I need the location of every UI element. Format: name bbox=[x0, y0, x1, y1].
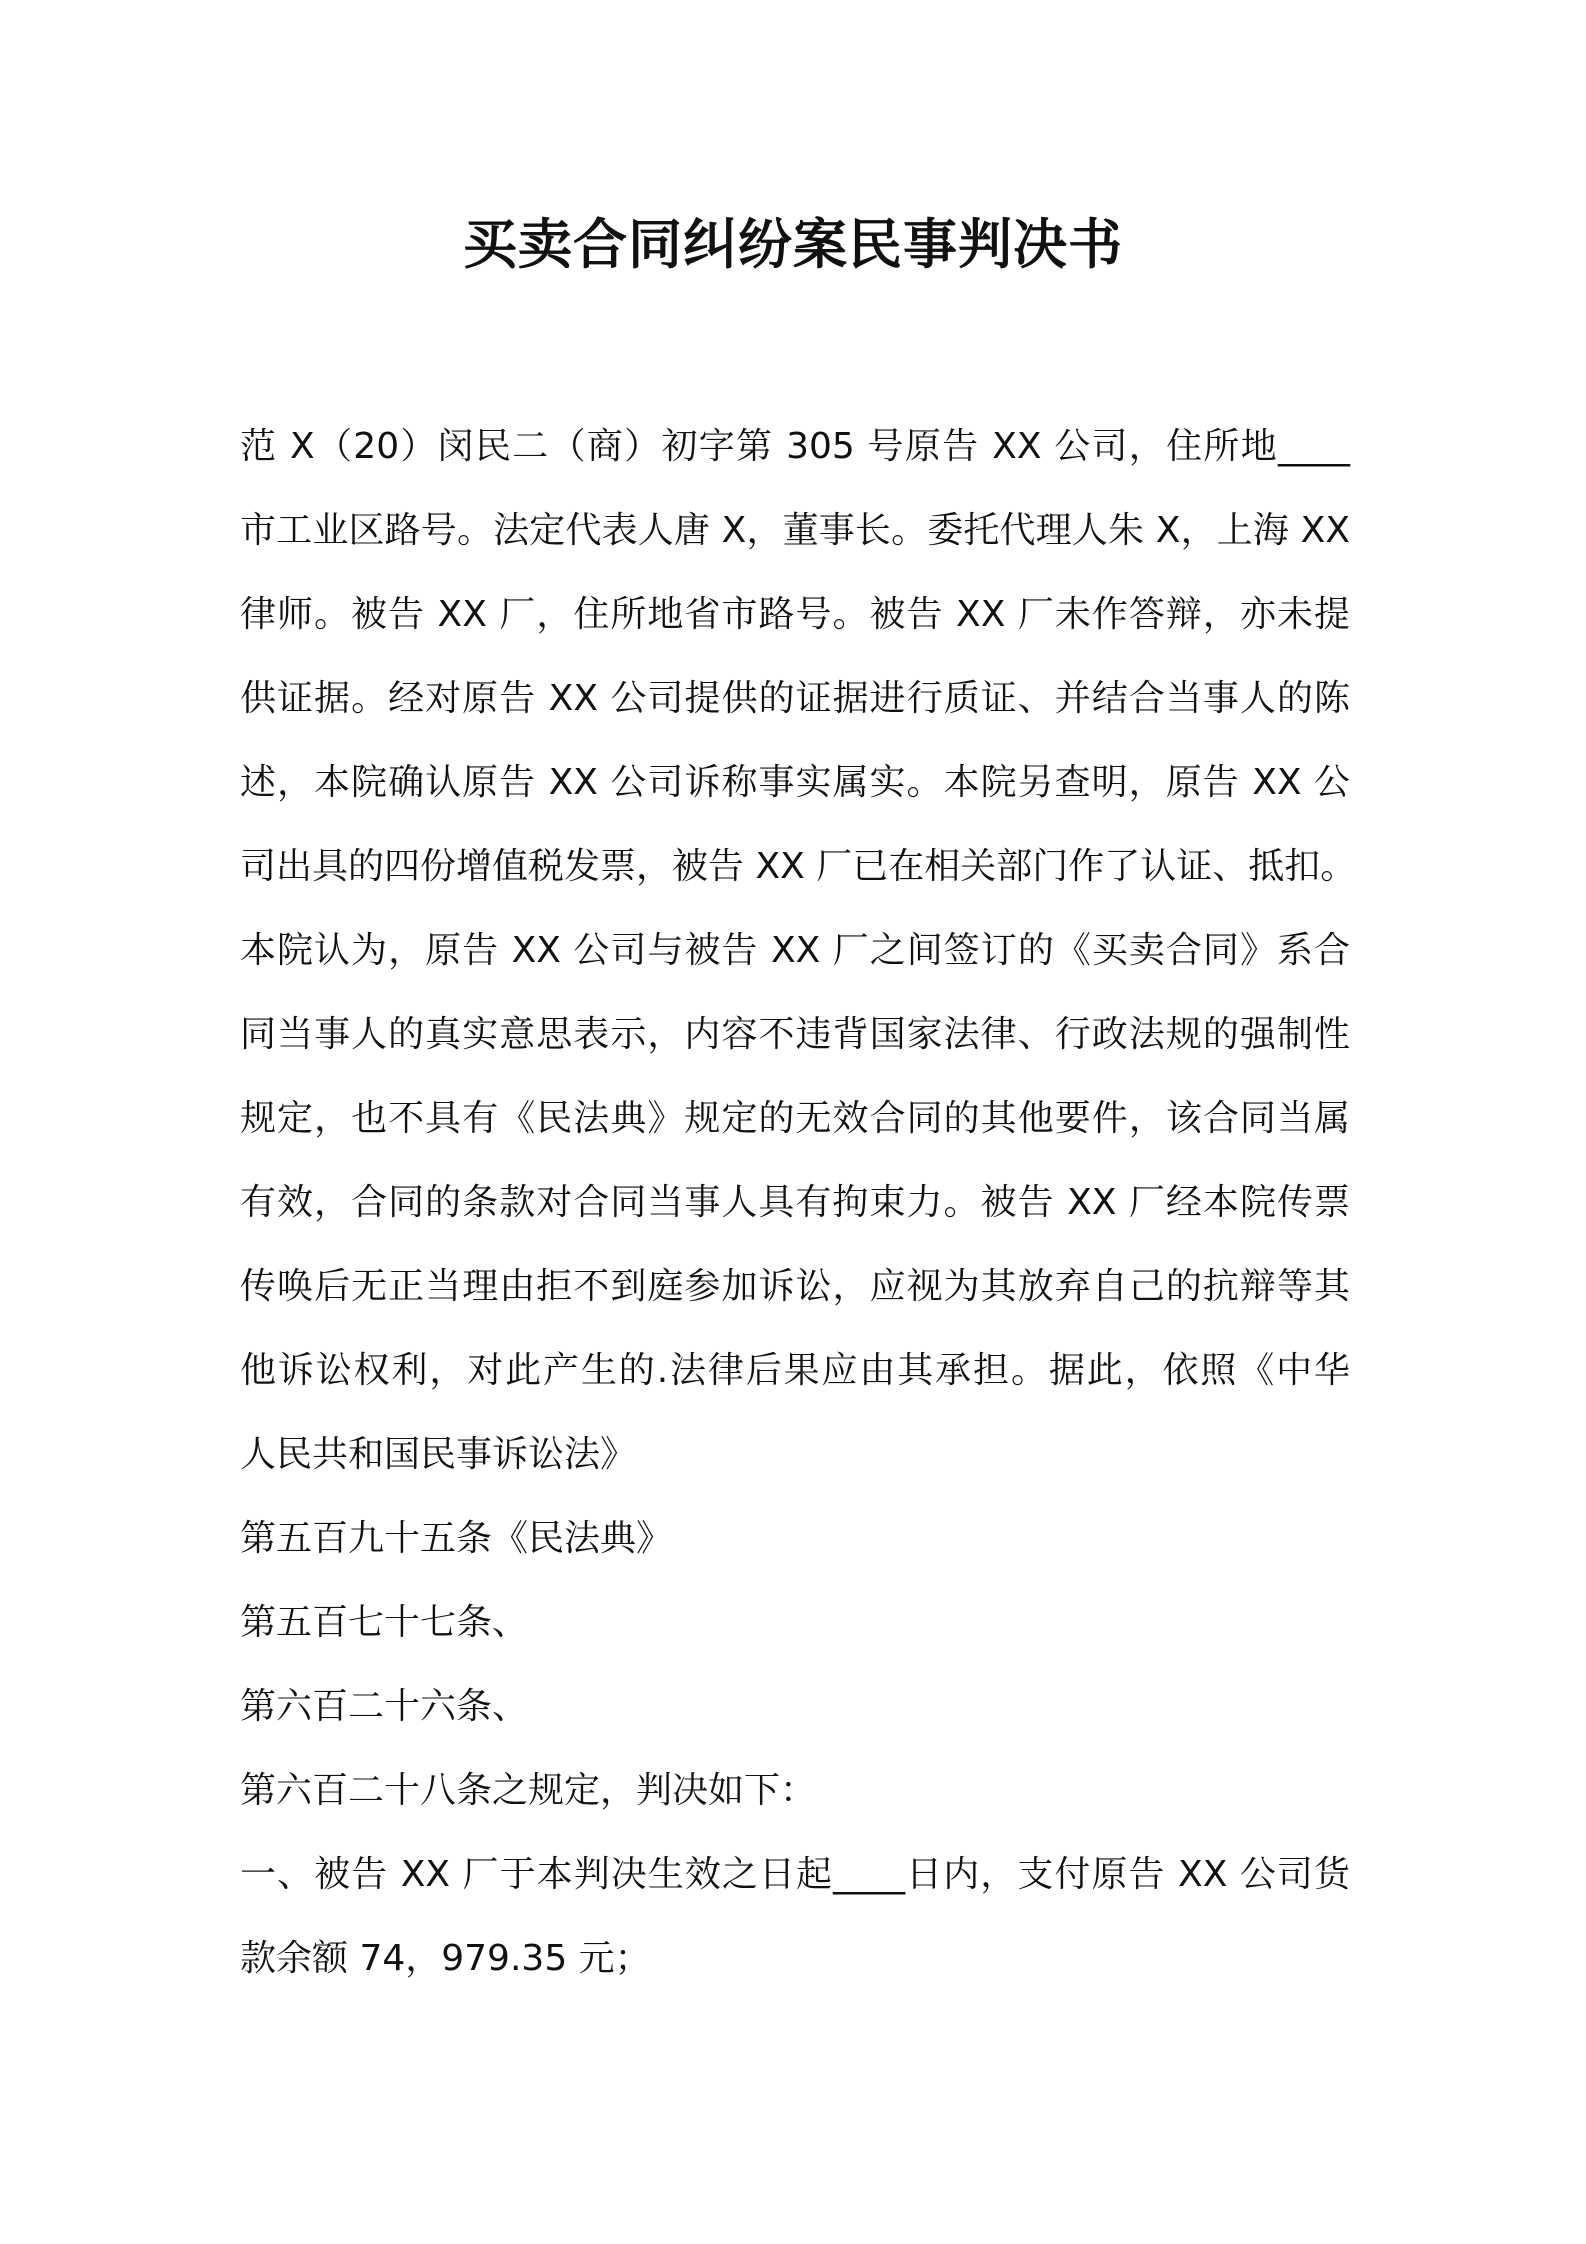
body-line: 述，本院确认原告 XX 公司诉称事实属实。本院另查明，原告 XX 公 bbox=[240, 762, 1350, 803]
body-line: 第五百七十七条、 bbox=[240, 1602, 529, 1643]
body-line: 他诉讼权利，对此产生的.法律后果应由其承担。据此，依照《中华 bbox=[240, 1350, 1350, 1391]
body-line: 款余额 74，979.35 元； bbox=[240, 1938, 651, 1979]
document-body bbox=[240, 405, 1357, 2001]
body-line: 供证据。经对原告 XX 公司提供的证据进行质证、并结合当事人的陈 bbox=[240, 678, 1350, 719]
body-line: 一、被告 XX 厂于本判决生效之日起____日内，支付原告 XX 公司货 bbox=[240, 1854, 1350, 1895]
body-line: 本院认为，原告 XX 公司与被告 XX 厂之间签订的《买卖合同》系合 bbox=[240, 930, 1350, 971]
body-line: 传唤后无正当理由拒不到庭参加诉讼，应视为其放弃自己的抗辩等其 bbox=[240, 1266, 1350, 1307]
body-line: 第六百二十八条之规定，判决如下： bbox=[240, 1770, 817, 1811]
body-line: 第六百二十六条、 bbox=[240, 1686, 529, 1727]
document-title: 买卖合同纠纷案民事判决书 bbox=[463, 213, 1123, 276]
body-line: 有效，合同的条款对合同当事人具有拘束力。被告 XX 厂经本院传票 bbox=[240, 1182, 1350, 1223]
body-line: 人民共和国民事诉讼法》 bbox=[240, 1434, 637, 1475]
body-line: 第五百九十五条《民法典》 bbox=[240, 1518, 673, 1559]
body-line: 司出具的四份增值税发票，被告 XX 厂已在相关部门作了认证、抵扣。 bbox=[240, 846, 1357, 887]
body-line: 范 X（20）闵民二（商）初字第 305 号原告 XX 公司，住所地____ bbox=[240, 426, 1350, 467]
body-line: 规定，也不具有《民法典》规定的无效合同的其他要件，该合同当属 bbox=[240, 1098, 1350, 1139]
body-line: 市工业区路号。法定代表人唐 X，董事长。委托代理人朱 X，上海 XX bbox=[240, 510, 1350, 551]
body-line: 律师。被告 XX 厂，住所地省市路号。被告 XX 厂未作答辩，亦未提 bbox=[240, 594, 1350, 635]
body-line: 同当事人的真实意思表示，内容不违背国家法律、行政法规的强制性 bbox=[240, 1014, 1350, 1055]
